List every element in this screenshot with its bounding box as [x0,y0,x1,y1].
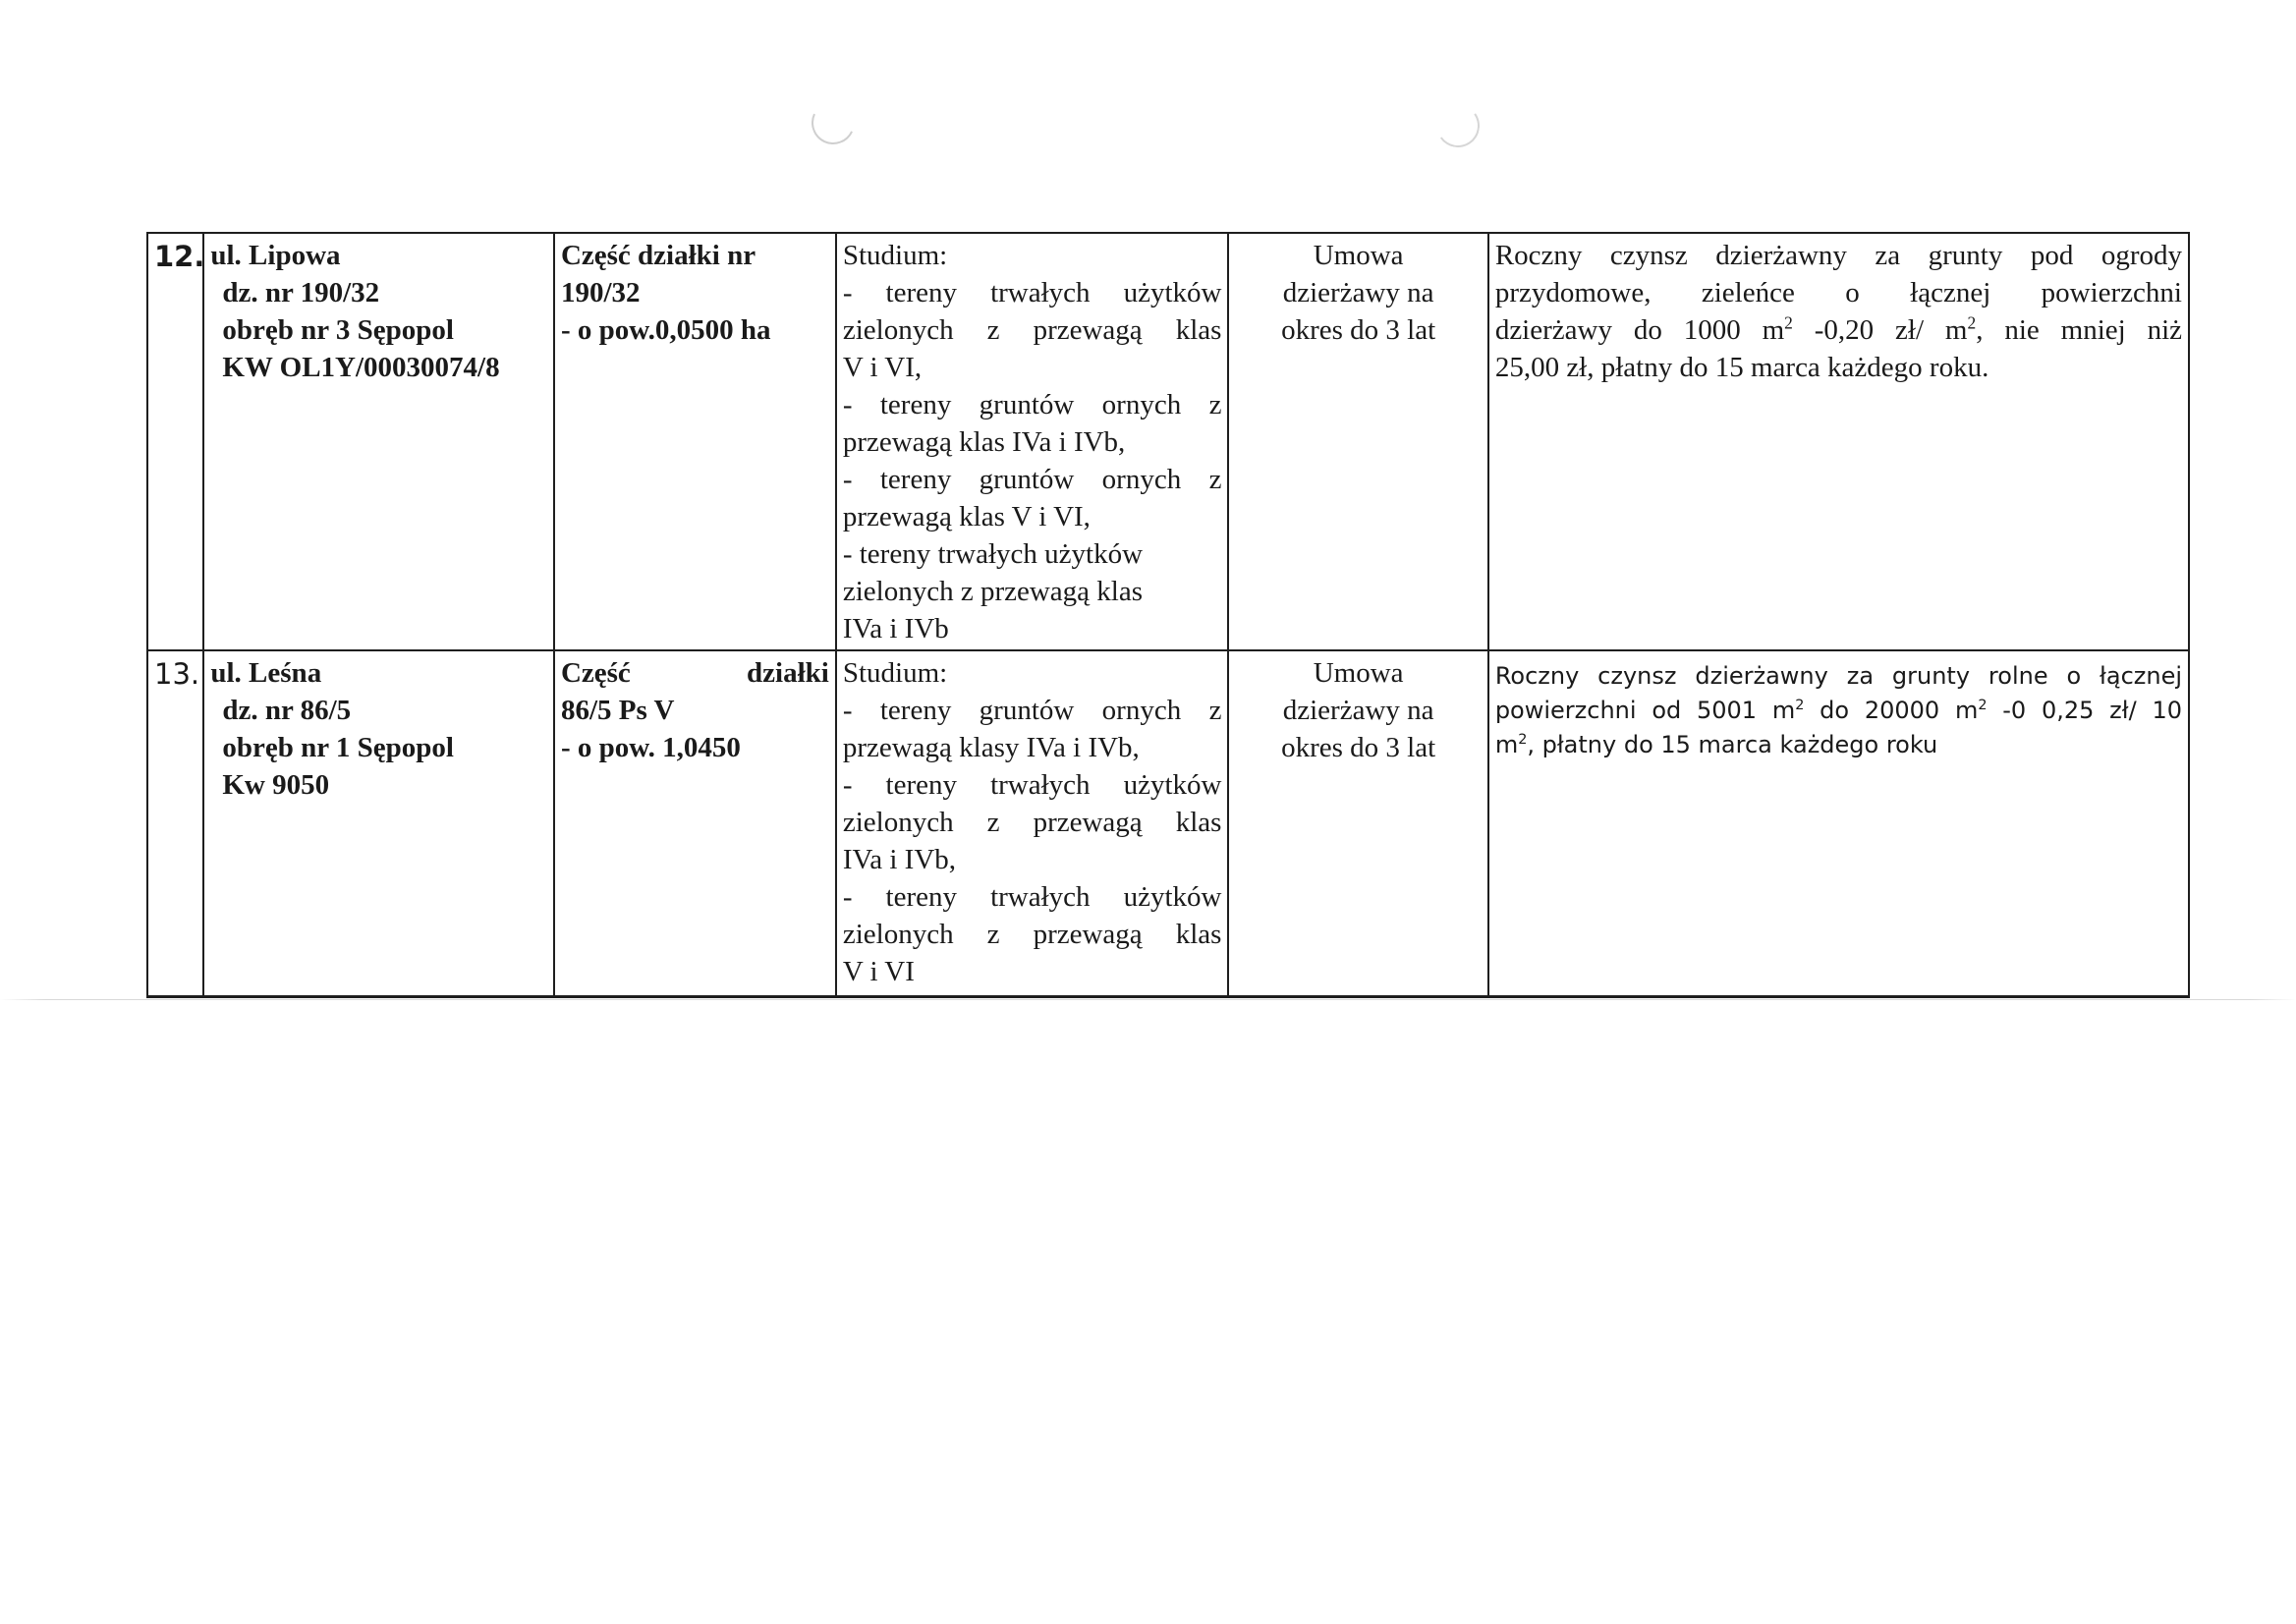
superscript: 2 [1967,312,1977,333]
part-plot: 190/32 [560,277,641,308]
rent-cell [1488,233,2189,650]
rent-cell [1488,650,2189,997]
rent-text: -0 0,25 zł/ 10 [1987,697,2182,724]
rent-text: , płatny do 15 marca każdego roku [1527,731,1938,758]
study-line: V i VI [842,956,915,987]
plot-part-cell [554,233,836,650]
study-line: - tereny gruntów ornych z [842,389,1222,420]
study-line: IVa i IVb, [842,844,957,875]
study-line: - tereny trwałych użytków [842,881,1222,913]
study-line: - tereny trwałych użytków [842,769,1222,801]
land-register: KW OL1Y/00030074/8 [222,352,500,383]
part-plot: 86/5 Ps V [560,695,675,726]
study-line: - tereny trwałych użytków [842,538,1144,570]
contract-line: okres do 3 lat [1281,732,1436,763]
study-line: zielonych z przewagą klas [842,807,1222,838]
study-line: - tereny gruntów ornych z [842,695,1222,726]
contract-line: dzierżawy na [1282,277,1434,308]
rent-line: Roczny czynsz dzierżawny za grunty pod ogrody [1494,240,2182,271]
rent-text: m [1494,731,1519,758]
study-cell [836,650,1229,997]
rent-line [1495,694,2182,728]
location-cell [203,650,554,997]
part-label [561,654,829,692]
contract-line: Umowa [1313,657,1404,689]
rent-text: do 20000 m [1804,697,1979,724]
part-area: - o pow. 1,0450 [560,732,741,763]
study-cell [836,233,1229,650]
scan-artifact-mark [806,95,861,150]
scan-rule-line [0,999,2296,1000]
study-line: zielonych z przewagą klas [842,576,1143,607]
part-word: działki [747,657,829,689]
street: ul. Leśna [210,657,322,689]
street: ul. Lipowa [210,240,341,271]
contract-line: okres do 3 lat [1281,314,1436,346]
plot-number: dz. nr 190/32 [222,277,380,308]
contract-line: Umowa [1313,240,1404,271]
land-register: Kw 9050 [222,769,330,801]
precinct: obręb nr 1 Sępopol [222,732,454,763]
study-line: V i VI, [842,352,923,383]
superscript: 2 [1795,698,1805,713]
location-cell [203,233,554,650]
rent-line [1495,311,2182,349]
study-line: zielonych z przewagą klas [842,919,1222,950]
scan-artifact-mark [1433,101,1484,151]
contract-cell [1228,233,1487,650]
table-row [147,650,2189,997]
superscript: 2 [1518,732,1528,748]
row-number: 12. [147,233,203,650]
part-label: Część działki nr [560,240,756,271]
table-row [147,233,2189,650]
rent-line [1495,728,2182,762]
superscript: 2 [1784,312,1793,333]
rent-text: powierzchni od 5001 m [1494,697,1796,724]
rent-text: , nie mniej niż [1976,314,2182,346]
part-area: - o pow.0,0500 ha [560,314,771,346]
rent-line: 25,00 zł, płatny do 15 marca każdego roku. [1494,352,1989,383]
study-line: Studium: [842,657,948,689]
part-word: Część [560,657,631,689]
rent-text: dzierżawy do 1000 m [1494,314,1785,346]
precinct: obręb nr 3 Sępopol [222,314,454,346]
study-line: przewagą klas IVa i IVb, [842,426,1126,458]
lease-table [146,232,2190,998]
study-line: przewagą klas V i VI, [842,501,1091,532]
row-number: 13. [147,650,203,997]
rent-line: przydomowe, zieleńce o łącznej powierzchni [1494,277,2182,308]
study-line: przewagą klasy IVa i IVb, [842,732,1140,763]
plot-number: dz. nr 86/5 [222,695,352,726]
contract-cell [1228,650,1487,997]
study-line: zielonych z przewagą klas [842,314,1222,346]
study-line: Studium: [842,240,948,271]
contract-line: dzierżawy na [1282,695,1434,726]
study-line: - tereny gruntów ornych z [842,464,1222,495]
rent-line: Roczny czynsz dzierżawny za grunty rolne o łącznej [1494,662,2182,690]
study-line: - tereny trwałych użytków [842,277,1222,308]
superscript: 2 [1978,698,1988,713]
rent-text: -0,20 zł/ m [1792,314,1968,346]
study-line: IVa i IVb [842,613,949,644]
plot-part-cell [554,650,836,997]
